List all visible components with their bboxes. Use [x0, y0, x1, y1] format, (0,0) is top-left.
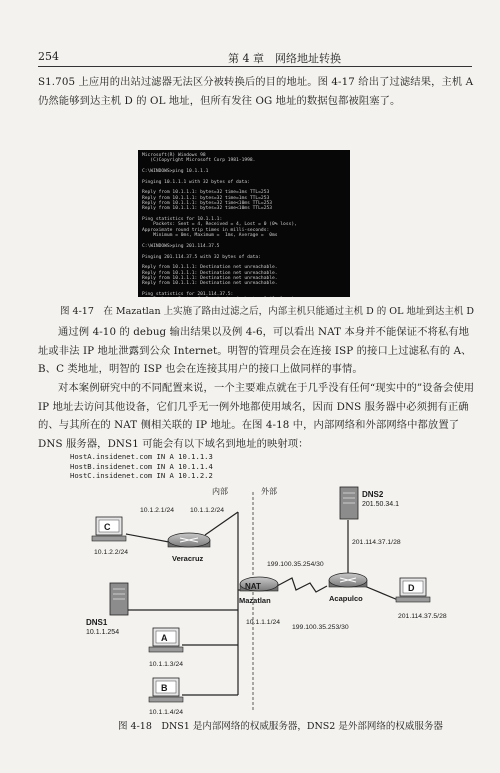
figure-4-18-caption: 图 4-18 DNS1 是内部网络的权威服务器，DNS2 是外部网络的权威服务器: [118, 721, 443, 732]
router-veracruz-label: Veracruz: [172, 554, 204, 563]
serial-acapulco-label: 199.100.35.254/30: [267, 561, 324, 568]
serial-link: [277, 578, 327, 592]
host-a-ip-label: 10.1.1.3/24: [149, 661, 184, 668]
dns-record: HostA.insidenet.com IN A 10.1.1.3: [70, 452, 213, 461]
router-veracruz: [168, 533, 210, 547]
host-a-label: A: [161, 633, 168, 643]
terminal-line: Reply from 10.1.1.1: bytes=32 time<10ms TTL=253: [142, 206, 272, 212]
host-c-label: C: [104, 522, 111, 532]
zone-outside-label: 外部: [261, 487, 277, 496]
router-acapulco-label: Acapulco: [329, 594, 363, 603]
dns1-ip: 10.1.1.254: [86, 629, 120, 636]
terminal-line: Reply from 10.1.1.1: Destination net unreachable.: [142, 265, 278, 271]
terminal-line: Pinging 10.1.1.1 with 32 bytes of data:: [142, 179, 250, 185]
veracruz-if2-label: 10.1.1.2/24: [190, 507, 225, 514]
dns-record: HostB.insidenet.com IN A 10.1.1.4: [70, 461, 213, 471]
terminal-line: Reply from 10.1.1.1: bytes=32 time=1ms TTL=253: [142, 195, 270, 201]
paragraph-nat-leak: 通过例 4-10 的 debug 输出结果以及例 4-6，可以看出 NAT 本身并不能保证不将私有地址或非法 IP 地址泄露到公众 Internet。明智的管理员会在连接 ISP 的接口上过滤私有的 A、B、C 类地址，明智的 ISP 也会在连接其用户的接口上做同样的事情。: [38, 326, 472, 375]
terminal-line: Reply from 10.1.1.1: bytes=32 time=1ms TTL=253: [142, 190, 270, 196]
host-b-label: B: [161, 683, 168, 693]
terminal-line: Ping statistics for 10.1.1.1:: [142, 217, 223, 223]
terminal-line: Reply from 10.1.1.1: bytes=32 time<10ms TTL=253: [142, 201, 272, 207]
terminal-line: C:\WINDOWS>ping 201.114.37.5: [142, 243, 220, 249]
router-mazatlan-label: Mazatlan: [239, 596, 271, 605]
chapter-title: 第 4 章 网络地址转换: [228, 52, 341, 65]
terminal-line: Approximate round trip times in milli-seconds:: [142, 227, 270, 233]
dns1-server-icon: [110, 583, 128, 615]
terminal-line: Packets: Sent = 4, Received = 4, Lost = 0 (0% loss),: [142, 222, 297, 228]
dns1-label: DNS1: [86, 618, 108, 627]
dns2-label: DNS2: [362, 490, 384, 499]
page-number: 254: [38, 50, 59, 63]
dns2-server-icon: [340, 487, 358, 519]
paragraph-dns: 对本案例研究中的不同配置来说，一个主要难点就在于几乎没有任何“现实中的”设备会使用 IP 地址去访问其他设备，它们几乎无一例外地都使用域名，因而 DNS 服务器中必须拥有正确的、与其所在的 NAT 侧相关联的 IP 地址。在图 4-18 中，内部网络和外部网络中都放置了 DNS 服务器，DNS1 可能会有以下域名到地址的映射项：: [38, 382, 475, 450]
terminal-line: C:\WINDOWS>ping 10.1.1.1: [142, 169, 209, 175]
nat-label: NAT: [245, 582, 261, 591]
dns2-ip: 201.50.34.1: [362, 501, 399, 508]
host-d-ip-label: 201.114.37.5/28: [398, 613, 447, 620]
host-c-ip-label: 10.1.2.2/24: [94, 549, 129, 556]
paragraph-filter-result: S1.705 上应用的出站过滤器无法区分被转换后的目的地址。图 4-17 给出了过滤结果，主机 A 仍然能够到达主机 D 的 OL 地址，但所有发往 OG 地址的数据包都被阻塞了。: [38, 76, 474, 107]
terminal-line: Reply from 10.1.1.1: Destination net unreachable.: [142, 275, 278, 281]
serial-mazatlan-label: 199.100.35.253/30: [292, 624, 349, 631]
terminal-line: Pinging 201.114.37.5 with 32 bytes of data:: [142, 254, 261, 260]
veracruz-if1-label: 10.1.2.1/24: [140, 507, 175, 514]
terminal-line: (C)Copyright Microsoft Corp 1981-1998.: [142, 158, 256, 164]
dns-record: HostC.insidenet.com IN A 10.1.2.2: [70, 471, 213, 480]
figure-4-17-caption: 图 4-17 在 Mazatlan 上实施了路由过滤之后，内部主机只能通过主机 D 的 OL 地址到达主机 D: [60, 306, 475, 317]
router-acapulco: [329, 573, 367, 587]
terminal-line: Minimum = 0ms, Maximum = 1ms, Average = 0ms: [142, 233, 278, 239]
host-b-ip-label: 10.1.1.4/24: [149, 709, 184, 716]
link-veracruz-bus: [205, 512, 238, 535]
terminal-line: Reply from 10.1.1.1: Destination net unreachable.: [142, 281, 278, 287]
host-d-label: D: [408, 583, 415, 593]
terminal-line: Microsoft(R) Windows 98: [142, 153, 206, 158]
link-acapulco-d: [362, 585, 398, 600]
acapulco-lan-label: 201.114.37.1/28: [352, 539, 401, 546]
terminal-line: Reply from 10.1.1.1: Destination net unreachable.: [142, 270, 278, 276]
terminal-line: Ping statistics for 201.114.37.5:: [142, 291, 234, 297]
zone-inside-label: 内部: [212, 487, 228, 496]
mazatlan-lan-label: 10.1.1.1/24: [246, 619, 281, 626]
